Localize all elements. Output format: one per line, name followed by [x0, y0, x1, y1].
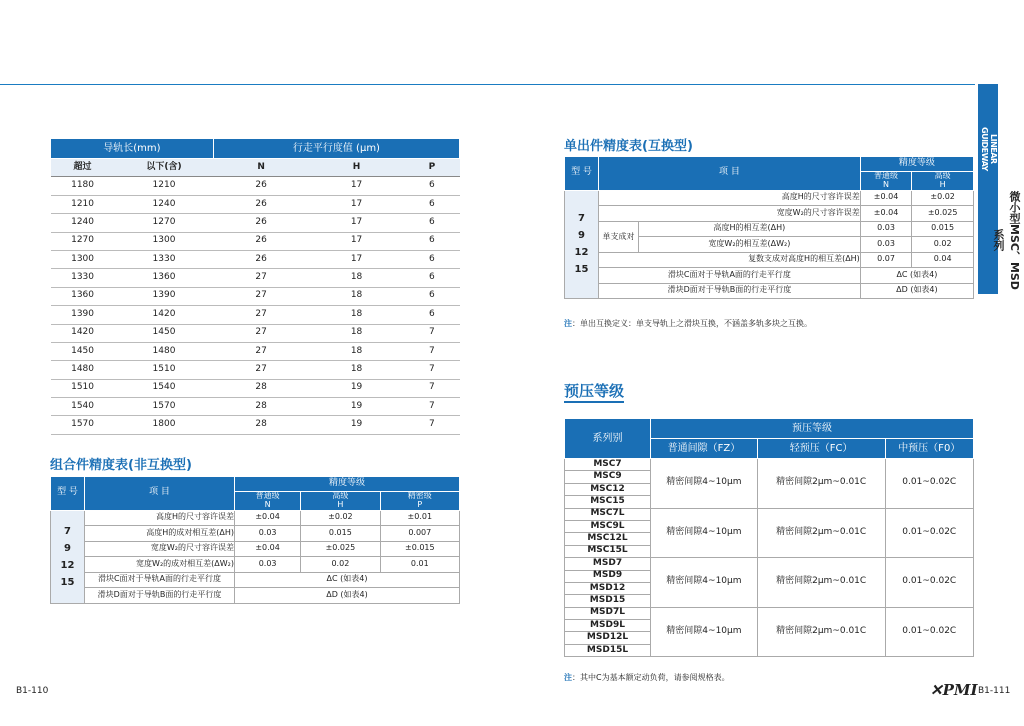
table-cell: 19: [309, 416, 404, 434]
series-model: MSD7: [565, 558, 651, 570]
table-cell: 1420: [51, 324, 115, 342]
table-cell: 0.02: [301, 557, 380, 573]
table-row: [565, 283, 974, 299]
table-cell: 17: [309, 250, 404, 268]
table-cell: 26: [213, 250, 308, 268]
table-cell: 1300: [115, 232, 214, 250]
table-cell: 高度H的尺寸容许误差: [85, 510, 235, 526]
table-cell: 高度H的成对相互差(ΔH): [85, 526, 235, 542]
table-cell: 1330: [115, 250, 214, 268]
table-cell: ±0.015: [380, 541, 459, 557]
table-cell: 27: [213, 342, 308, 360]
table-row: [51, 306, 460, 324]
table-cell: 1360: [115, 269, 214, 287]
table-row: [565, 252, 974, 268]
table-cell: 1480: [51, 361, 115, 379]
table-cell: 复数支成对高度H的相互差(ΔH): [599, 252, 861, 268]
pair-label: 单支成对: [599, 221, 639, 252]
table-cell: 1450: [51, 342, 115, 360]
single-note: 注：单出互换定义：单支导轨上之滑块互换，不涵盖多轨多块之互换。: [564, 319, 812, 328]
subheader-cell: H: [309, 159, 404, 177]
table-cell: ΔC (如表4): [860, 268, 973, 284]
table-cell: 0.01: [380, 557, 459, 573]
table-cell: ±0.02: [912, 190, 974, 206]
table-cell: 宽度W₂的成对相互差(ΔW₂): [85, 557, 235, 573]
table-cell: 6: [404, 306, 459, 324]
table-row: [565, 459, 974, 471]
table-cell: 1510: [51, 379, 115, 397]
h-item: 项 目: [85, 477, 235, 511]
table-cell: 1270: [115, 214, 214, 232]
table-cell: 0.07: [860, 252, 911, 268]
table-cell: 6: [404, 214, 459, 232]
table-row: [51, 361, 460, 379]
table-cell: 高度H的相互差(ΔH): [639, 221, 861, 237]
preload-value: 精密间隙4~10μm: [651, 607, 758, 657]
subheader-cell: 超过: [51, 159, 115, 177]
table-cell: 1540: [115, 379, 214, 397]
header-rail: 导轨长(mm): [51, 139, 214, 159]
table-cell: 27: [213, 269, 308, 287]
table-cell: 6: [404, 250, 459, 268]
table-cell: 18: [309, 324, 404, 342]
note-prefix: 注: [564, 319, 572, 328]
grade-header: [912, 172, 974, 191]
subheader-cell: N: [213, 159, 308, 177]
table-cell: ΔD (如表4): [860, 283, 973, 299]
preload-value: 精密间隙4~10μm: [651, 558, 758, 608]
series-model: MSD7L: [565, 607, 651, 619]
grade-header: [380, 492, 459, 511]
table-cell: 宽度W₂的相互差(ΔW₂): [639, 237, 861, 253]
table-row: [51, 269, 460, 287]
table-cell: 1540: [51, 398, 115, 416]
model-number: 7: [578, 213, 585, 225]
preload-value: 0.01~0.02C: [885, 558, 974, 608]
series-model: MSD12: [565, 582, 651, 594]
grade-cn: 普通级: [255, 491, 280, 500]
table-cell: ±0.04: [235, 541, 301, 557]
side-tab: [978, 84, 1024, 294]
table-row: [51, 398, 460, 416]
table-row: [51, 287, 460, 305]
table-cell: 17: [309, 195, 404, 213]
table-cell: 18: [309, 342, 404, 360]
table-cell: 滑块D面对于导轨B面的行走平行度: [85, 588, 235, 604]
table-cell: 0.04: [912, 252, 974, 268]
preload-value: 0.01~0.02C: [885, 459, 974, 509]
table-row: [51, 232, 460, 250]
table-cell: 1510: [115, 361, 214, 379]
parallel-table: [50, 138, 460, 435]
grade-en: N: [264, 499, 271, 509]
table-cell: 滑块C面对于导轨A面的行走平行度: [599, 268, 861, 284]
series-model: MSD12L: [565, 632, 651, 644]
series-model: MSD9L: [565, 620, 651, 632]
table-cell: 0.007: [380, 526, 459, 542]
preload-title-text: 预压等级: [564, 382, 624, 403]
preload-value: 精密间隙4~10μm: [651, 508, 758, 558]
table-cell: 17: [309, 177, 404, 195]
table-cell: 19: [309, 398, 404, 416]
table-cell: 1570: [115, 398, 214, 416]
table-cell: 7: [404, 398, 459, 416]
table-cell: 滑块C面对于导轨A面的行走平行度: [85, 572, 235, 588]
table-cell: 1270: [51, 232, 115, 250]
grade-en: P: [417, 499, 423, 509]
table-cell: 17: [309, 214, 404, 232]
series-model: MSC9L: [565, 520, 651, 532]
table-cell: 1450: [115, 324, 214, 342]
table-cell: ΔC (如表4): [235, 572, 460, 588]
grade-cn: 精密级: [407, 491, 432, 500]
grade-cn: 高级: [332, 491, 349, 500]
table-cell: 0.03: [860, 237, 911, 253]
preload-value: 精密间隙4~10μm: [651, 459, 758, 509]
model-number: 15: [60, 576, 75, 588]
h-grade: 精度等级: [235, 477, 460, 492]
table-cell: 26: [213, 232, 308, 250]
series-model: MSC12: [565, 483, 651, 495]
grade-header: [860, 172, 911, 191]
table-cell: 1360: [51, 287, 115, 305]
preload-value: 精密间隙2μm~0.01C: [757, 558, 885, 608]
table-cell: 6: [404, 232, 459, 250]
model-number: 12: [60, 559, 75, 571]
series-model: MSD15: [565, 595, 651, 607]
table-cell: ±0.04: [860, 190, 911, 206]
grade-header: [235, 492, 301, 511]
preload-value: 精密间隙2μm~0.01C: [757, 508, 885, 558]
table-row: [51, 572, 460, 588]
h-series: 系列别: [565, 419, 651, 459]
logo-text: PMI: [942, 681, 978, 699]
table-row: [51, 214, 460, 232]
table-cell: 28: [213, 398, 308, 416]
note-text: 单出互换定义：单支导轨上之滑块互换，不涵盖多轨多块之互换。: [580, 319, 812, 328]
table-cell: 28: [213, 416, 308, 434]
preload-table: [564, 418, 974, 657]
table-cell: 1480: [115, 342, 214, 360]
table-cell: 27: [213, 361, 308, 379]
series-model: MSC7: [565, 459, 651, 471]
table-cell: 27: [213, 324, 308, 342]
table-cell: 26: [213, 214, 308, 232]
table-row: [51, 250, 460, 268]
table-row: [51, 510, 460, 526]
table-row: [51, 177, 460, 195]
table-cell: 0.02: [912, 237, 974, 253]
table-cell: 6: [404, 177, 459, 195]
table-cell: 1180: [51, 177, 115, 195]
note-prefix-2: 注: [564, 673, 572, 682]
table-row: [565, 221, 974, 237]
table-cell: 27: [213, 287, 308, 305]
note-text-2: 其中C为基本额定动负荷，请参阅规格表。: [580, 673, 730, 682]
table-cell: 1240: [115, 195, 214, 213]
table-cell: ±0.02: [301, 510, 380, 526]
h-model: 型 号: [51, 477, 85, 511]
subheader-row: [51, 159, 460, 177]
table-cell: 高度H的尺寸容许误差: [599, 190, 861, 206]
table-cell: 1420: [115, 306, 214, 324]
table-cell: 1210: [51, 195, 115, 213]
single-table: [564, 156, 974, 299]
table-cell: 1300: [51, 250, 115, 268]
series-model: MSC7L: [565, 508, 651, 520]
table-cell: 18: [309, 361, 404, 379]
table-cell: 宽度W₂的尺寸容许误差: [85, 541, 235, 557]
series-model: MSC12L: [565, 533, 651, 545]
table-cell: 7: [404, 324, 459, 342]
grade-cn: 高级: [934, 171, 951, 180]
preload-value: 0.01~0.02C: [885, 607, 974, 657]
preload-title: [564, 380, 624, 401]
preload-value: 精密间隙2μm~0.01C: [757, 459, 885, 509]
table-row: [51, 541, 460, 557]
table-cell: ±0.01: [380, 510, 459, 526]
table-cell: 0.015: [912, 221, 974, 237]
table-row: [565, 206, 974, 222]
series-model: MSC9: [565, 471, 651, 483]
table-cell: 6: [404, 195, 459, 213]
table-row: [51, 526, 460, 542]
series-model: MSD15L: [565, 644, 651, 656]
table-cell: 1390: [51, 306, 115, 324]
model-cell: [565, 190, 599, 299]
single-title: 单出件精度表(互换型): [564, 139, 693, 154]
model-number: 7: [64, 525, 71, 537]
table-row: [565, 268, 974, 284]
header-parallel: 行走平行度值 (μm): [213, 139, 459, 159]
table-cell: 27: [213, 306, 308, 324]
table-cell: 7: [404, 416, 459, 434]
grade-cn: 普通级: [874, 171, 899, 180]
table-cell: 滑块D面对于导轨B面的行走平行度: [599, 283, 861, 299]
h-grade-single: 精度等级: [860, 157, 973, 172]
table-cell: ΔD (如表4): [235, 588, 460, 604]
table-cell: 0.015: [301, 526, 380, 542]
grade-header: [301, 492, 380, 511]
table-cell: ±0.04: [235, 510, 301, 526]
table-cell: 17: [309, 232, 404, 250]
table-row: [565, 558, 974, 570]
combo-table: [50, 476, 460, 604]
page-number-left: B1-110: [16, 686, 49, 696]
page-number-right: B1-111: [978, 686, 1011, 696]
subheader-cell: 以下(含): [115, 159, 214, 177]
table-cell: 18: [309, 287, 404, 305]
table-cell: 1570: [51, 416, 115, 434]
side-tab-bar: [978, 84, 998, 294]
series-model: MSC15L: [565, 545, 651, 557]
grade-en: H: [939, 179, 946, 189]
table-cell: 1390: [115, 287, 214, 305]
table-row: [51, 588, 460, 604]
table-cell: 7: [404, 342, 459, 360]
table-cell: ±0.025: [912, 206, 974, 222]
series-model: MSC15: [565, 496, 651, 508]
table-cell: 1330: [51, 269, 115, 287]
h-preload-grade: 预压等级: [651, 419, 974, 439]
preload-col-header: 中预压（F0）: [885, 439, 974, 459]
table-cell: 0.03: [235, 557, 301, 573]
table-row: [51, 324, 460, 342]
pmi-logo: ✕PMI: [930, 681, 978, 699]
table-cell: 1240: [51, 214, 115, 232]
side-tab-en: LINEAR GUIDEWAY: [980, 127, 998, 171]
table-cell: ±0.025: [301, 541, 380, 557]
table-row: [51, 416, 460, 434]
preload-value: 0.01~0.02C: [885, 508, 974, 558]
table-cell: 26: [213, 177, 308, 195]
table-cell: 0.03: [235, 526, 301, 542]
table-cell: 26: [213, 195, 308, 213]
table-cell: 1210: [115, 177, 214, 195]
table-row: [51, 195, 460, 213]
h-item-single: 项 目: [599, 157, 861, 191]
table-cell: 1800: [115, 416, 214, 434]
preload-col-header: 轻预压（FC）: [757, 439, 885, 459]
combo-title: 组合件精度表(非互换型): [50, 458, 192, 473]
side-tab-cn: 微小型MSC、MSD系列: [992, 190, 1021, 290]
table-cell: 18: [309, 269, 404, 287]
table-cell: 0.03: [860, 221, 911, 237]
preload-value: 精密间隙2μm~0.01C: [757, 607, 885, 657]
model-number: 9: [64, 542, 71, 554]
table-cell: 7: [404, 379, 459, 397]
table-cell: 28: [213, 379, 308, 397]
table-row: [565, 190, 974, 206]
grade-en: N: [883, 179, 890, 189]
table-cell: 7: [404, 361, 459, 379]
grade-en: H: [337, 499, 344, 509]
series-model: MSD9: [565, 570, 651, 582]
table-cell: 6: [404, 287, 459, 305]
table-row: [51, 379, 460, 397]
table-cell: 18: [309, 306, 404, 324]
table-cell: 宽度W₂的尺寸容许误差: [599, 206, 861, 222]
preload-note: 注：其中C为基本额定动负荷，请参阅规格表。: [564, 673, 730, 682]
table-row: [565, 508, 974, 520]
subheader-cell: P: [404, 159, 459, 177]
model-number: 12: [574, 247, 589, 259]
table-cell: 6: [404, 269, 459, 287]
model-cell: [51, 510, 85, 603]
top-rule: [0, 84, 975, 85]
table-cell: ±0.04: [860, 206, 911, 222]
table-row: [51, 342, 460, 360]
h-model-single: 型 号: [565, 157, 599, 191]
table-row: [565, 607, 974, 619]
preload-col-header: 普通间隙（FZ）: [651, 439, 758, 459]
model-number: 9: [578, 230, 585, 242]
table-row: [51, 557, 460, 573]
model-number: 15: [574, 264, 589, 276]
table-cell: 19: [309, 379, 404, 397]
